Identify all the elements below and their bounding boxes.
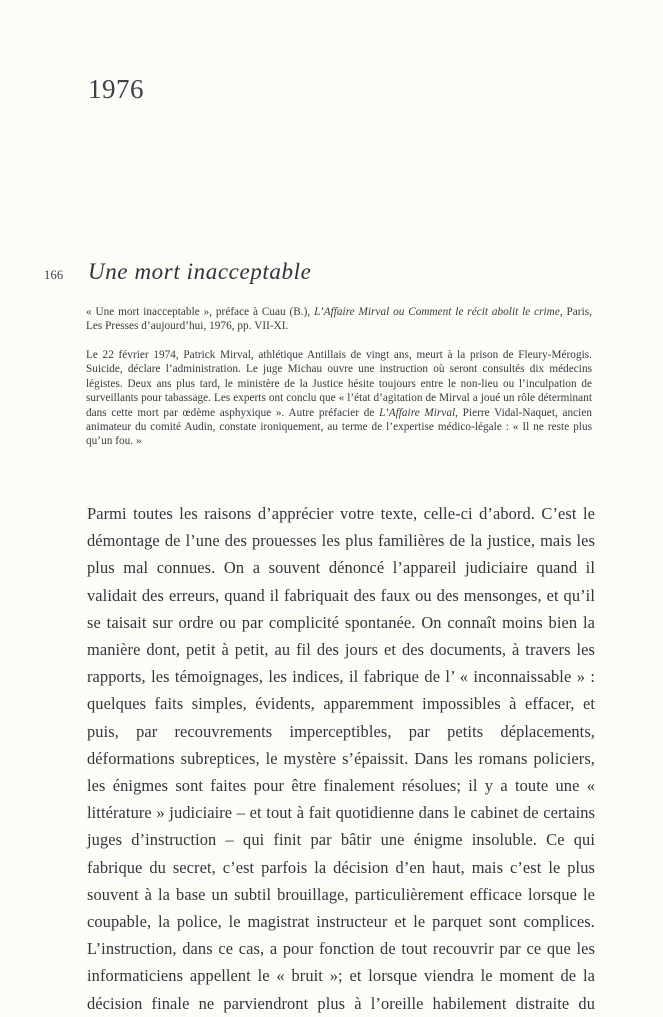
editorial-headnote — [86, 348, 592, 449]
citation-work-title: L’Affaire Mirval ou Comment le récit abolit le crime — [314, 306, 560, 318]
source-citation — [86, 305, 592, 334]
folio-number: 166 — [44, 268, 64, 282]
chapter-title: Une mort inacceptable — [88, 259, 312, 284]
citation-suffix: , Paris, Les Presses d’aujourd’hui, 1976, pp. VII-XI. — [86, 306, 592, 333]
chapter-title-row — [44, 259, 604, 285]
headnote-part-one: Le 22 février 1974, Patrick Mirval, athlétique Antillais de vingt ans, meurt à la prison de Fleury-Mérogis. Suicide, déclare l’administration. Le juge Michau ouvre une instruction où seront consultés dix médecins légistes. Deux ans plus tard, le ministère de la Justice hésite toujours entre le non-lieu ou l’inculpation de surveillants pour tabassage. Les experts ont conclu que « l’état d’agitation de Mirval a joué un rôle déterminant dans cette mort par œdème asphyxique ». Autre préfacier de — [86, 349, 592, 419]
citation-prefix: « Une mort inacceptable », préface à Cuau (B.), — [86, 306, 315, 318]
body-paragraph: Parmi toutes les raisons d’apprécier votre texte, celle-ci d’abord. C’est le démontage de l’une des prouesses les plus familières de la justice, mais les plus mal connues. On a souvent dénoncé l’appareil judiciaire quand il validait des erreurs, quand il fabriquait des faux ou des mensonges, et qu’il se taisait sur ordre ou par complicité spontanée. On connaît moins bien la manière dont, petit à petit, au fil des jours et des documents, à travers les rapports, les témoignages, les indices, il fabrique de l’ « inconnaissable » : quelques faits simples, évidents, apparemment impossibles à effacer, et puis, par recouvrements imperceptibles, par petits déplacements, déformations subreptices, le mystère s’épaissit. Dans les romans policiers, les énigmes sont faites pour être finalement résolues; il y a toute une « littérature » judiciaire – et tout à fait quotidienne dans le cabinet de certains juges d’instruction – qui finit par bâtir une énigme insoluble. Ce qui fabrique du secret, c’est parfois la décision d’en haut, mais c’est le plus souvent à la base un subtil brouillage, particulièrement efficace lorsque le coupable, la police, le magistrat instructeur et le parquet sont complices. L’instruction, dans ce cas, a pour fonction de tout recouvrir par ce que les informaticiens appellent le « bruit »; et lorsque viendra le moment de la décision finale ne parviendront plus à l’oreille habilement distraite du — [87, 504, 595, 1013]
year-heading: 1976 — [88, 74, 144, 104]
headnote-work-title: L’Affaire Mirval — [379, 406, 456, 419]
headnote-part-two: , Pierre Vidal-Naquet, ancien animateur du comité Audin, constate ironiquement, au terme de l’expertise médico-légale : « Il ne reste plus qu’un fou. » — [86, 406, 593, 448]
